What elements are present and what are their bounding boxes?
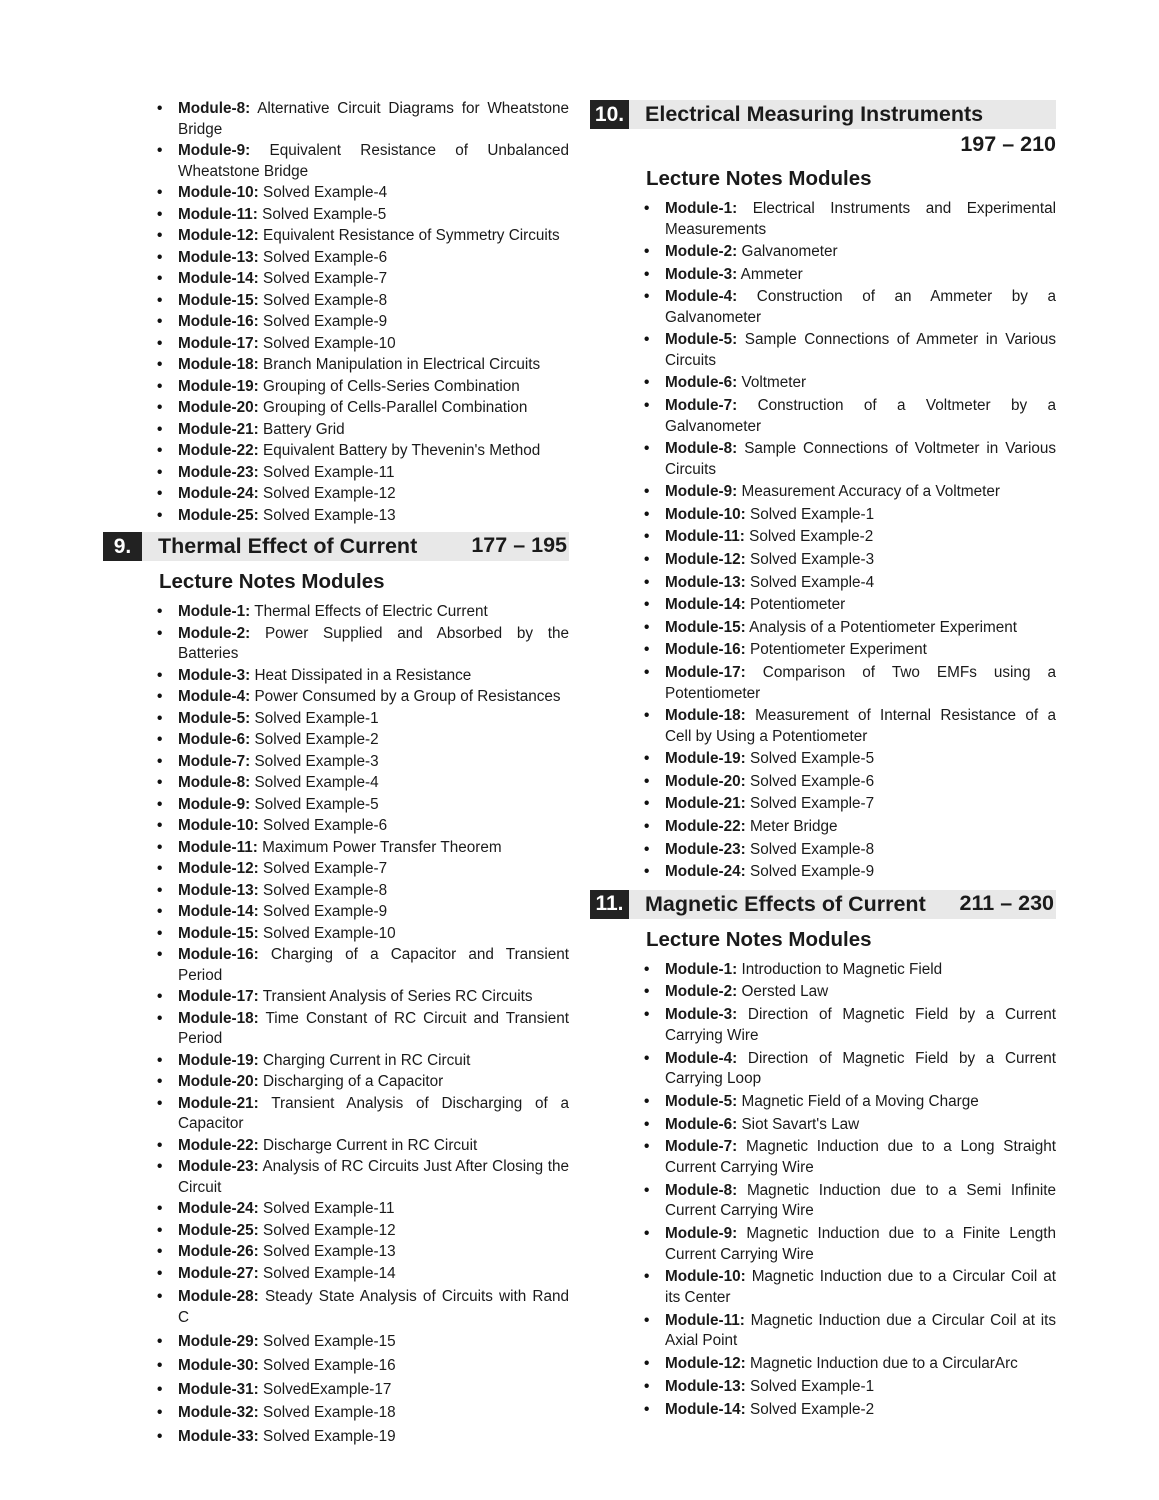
module-list-item	[178, 248, 569, 269]
module-title: Power Consumed by a Group of Resistances	[254, 688, 561, 705]
module-title: Construction of an Ammeter by a Galvanometer	[665, 288, 1057, 326]
module-list-item	[665, 817, 1056, 838]
module-number: Module-14:	[178, 903, 259, 920]
module-title: Magnetic Induction due to a Finite Length Current Carrying Wire	[665, 1225, 1056, 1263]
chapter-page-range: 177 – 195	[471, 533, 567, 557]
module-number: Module-33:	[178, 1428, 259, 1446]
module-list-item	[665, 1311, 1056, 1352]
module-number: Module-20:	[178, 1073, 259, 1090]
module-list-item	[665, 1400, 1056, 1421]
module-number: Module-1:	[665, 200, 738, 217]
module-number: Module-9:	[665, 483, 738, 501]
module-title: Direction of Magnetic Field by a Current Carrying Loop	[665, 1049, 1057, 1088]
module-list-item	[665, 960, 1056, 981]
module-title: Magnetic Induction due to a Semi Infinite Current Carrying Wire	[665, 1181, 1056, 1220]
module-number: Module-12:	[665, 551, 746, 569]
module-number: Module-25:	[178, 506, 259, 524]
module-list-item	[665, 595, 1056, 616]
module-number: Module-19:	[178, 1051, 259, 1069]
module-number: Module-15:	[178, 924, 259, 942]
module-number: Module-29:	[178, 1332, 259, 1350]
module-number: Module-11:	[665, 528, 745, 546]
module-list-item	[178, 773, 569, 794]
module-title: Meter Bridge	[750, 817, 838, 835]
module-number: Module-5:	[665, 331, 738, 349]
module-list-item	[178, 291, 569, 312]
module-list-item	[665, 482, 1056, 503]
lecture-notes-heading: Lecture Notes Modules	[646, 927, 872, 951]
module-number: Module-24:	[178, 1200, 259, 1217]
module-title: Solved Example-6	[263, 248, 388, 266]
module-number: Module-2:	[178, 624, 251, 642]
module-number: Module-21:	[665, 795, 746, 813]
module-title: Electrical Instruments and Experimental Measurements	[665, 200, 1056, 238]
module-number: Module-24:	[665, 863, 746, 881]
module-list-item	[665, 663, 1056, 704]
module-list-item	[178, 484, 569, 505]
module-title: Equivalent Battery by Thevenin's Method	[263, 442, 541, 459]
module-list-item	[665, 1049, 1056, 1090]
module-title: Discharge Current in RC Circuit	[263, 1136, 478, 1154]
module-title: Solved Example-13	[263, 506, 396, 524]
module-list-item	[665, 199, 1056, 240]
module-number: Module-10:	[178, 817, 259, 834]
module-list-item	[665, 1224, 1056, 1265]
module-number: Module-3:	[178, 666, 251, 684]
module-list-item	[178, 752, 569, 773]
module-title: Alternative Circuit Diagrams for Wheatstone Bridge	[178, 100, 569, 138]
module-list-item	[178, 730, 569, 751]
module-title: Maximum Power Transfer Theorem	[262, 838, 502, 856]
module-title: Solved Example-2	[750, 1400, 875, 1418]
module-list-item	[178, 902, 569, 923]
module-list-item	[178, 312, 569, 333]
chapter-title: Electrical Measuring Instruments	[645, 102, 984, 126]
module-title: Solved Example-13	[263, 1243, 396, 1260]
module-title: Thermal Effects of Electric Current	[254, 603, 488, 620]
module-title: Solved Example-8	[750, 840, 875, 858]
module-title: Time Constant of RC Circuit and Transient Period	[178, 1009, 569, 1047]
module-number: Module-11:	[665, 1311, 745, 1329]
module-list-item	[665, 573, 1056, 594]
module-title: Ammeter	[740, 265, 803, 283]
module-number: Module-22:	[178, 442, 259, 459]
module-title: Solved Example-14	[263, 1264, 396, 1282]
module-title: Solved Example-5	[750, 750, 875, 768]
module-title: Solved Example-8	[263, 881, 388, 899]
chapter-11-module-list	[590, 960, 1056, 1420]
module-list-item	[665, 1267, 1056, 1308]
module-title: Solved Example-7	[263, 860, 388, 877]
module-title: Heat Dissipated in a Resistance	[254, 666, 472, 684]
module-title: Solved Example-1	[254, 709, 379, 727]
chapter-9-header	[103, 532, 569, 561]
module-list-item	[178, 420, 569, 441]
module-list-item	[178, 602, 569, 623]
module-title: Solved Example-3	[254, 752, 379, 770]
module-title: Solved Example-5	[254, 795, 379, 813]
module-list-item	[178, 666, 569, 687]
module-number: Module-4:	[665, 1049, 738, 1067]
module-title: Solved Example-2	[254, 731, 379, 748]
module-list-item	[178, 1199, 569, 1220]
module-title: Equivalent Resistance of Symmetry Circuits	[263, 227, 560, 244]
module-list-item	[178, 463, 569, 484]
right-column	[590, 99, 1056, 1422]
chapter-page-range: 211 – 230	[959, 890, 1054, 915]
module-title: Battery Grid	[263, 420, 345, 438]
module-number: Module-14:	[665, 596, 746, 614]
module-number: Module-8:	[178, 774, 251, 791]
module-list-item	[665, 1005, 1056, 1046]
module-title: Voltmeter	[741, 374, 807, 392]
module-title: Steady State Analysis of Circuits with Rand C	[178, 1288, 570, 1326]
module-list-item	[178, 269, 569, 290]
module-title: Solved Example-15	[263, 1332, 396, 1350]
module-number: Module-22:	[665, 817, 746, 835]
module-number: Module-12:	[178, 860, 259, 877]
chapter-number: 10.	[590, 100, 629, 129]
module-title: Siot Savart's Law	[741, 1115, 860, 1133]
module-title: Analysis of a Potentiometer Experiment	[749, 618, 1017, 636]
module-list-item	[178, 1264, 569, 1285]
module-number: Module-15:	[178, 291, 259, 309]
module-title: Measurement of Internal Resistance of a Cell by Using a Potentiometer	[665, 707, 1056, 745]
module-title: Galvanometer	[741, 243, 838, 261]
module-list-item	[178, 506, 569, 527]
chapter-8-continued-module-list	[103, 99, 569, 526]
module-number: Module-9:	[178, 795, 251, 813]
module-list-item	[178, 1157, 569, 1198]
module-title: Oersted Law	[741, 983, 829, 1001]
module-number: Module-4:	[665, 288, 738, 306]
module-title: Solved Example-4	[254, 774, 379, 791]
module-number: Module-13:	[665, 1377, 746, 1395]
module-number: Module-23:	[665, 840, 746, 858]
module-number: Module-28:	[178, 1288, 259, 1306]
module-list-item	[178, 795, 569, 816]
module-number: Module-7:	[178, 752, 251, 770]
module-title: Solved Example-7	[263, 270, 388, 287]
module-list-item	[665, 640, 1056, 661]
module-number: Module-16:	[178, 946, 259, 963]
module-list-item	[178, 1356, 569, 1377]
module-list-item	[665, 1354, 1056, 1375]
module-list-item	[665, 794, 1056, 815]
module-list-item	[665, 749, 1056, 770]
module-number: Module-17:	[178, 988, 259, 1005]
module-list-item	[178, 226, 569, 247]
module-number: Module-13:	[665, 573, 746, 591]
module-list-item	[665, 550, 1056, 571]
module-number: Module-21:	[178, 1094, 259, 1112]
module-number: Module-13:	[178, 881, 259, 899]
module-list-item	[178, 945, 569, 986]
chapter-10-header	[590, 100, 1056, 129]
module-title: Branch Manipulation in Electrical Circuits	[263, 356, 541, 373]
module-title: Direction of Magnetic Field by a Current Carrying Wire	[665, 1006, 1057, 1044]
module-title: SolvedExample-17	[263, 1380, 392, 1398]
module-number: Module-13:	[178, 248, 259, 266]
module-list-item	[178, 205, 569, 226]
module-list-item	[178, 859, 569, 880]
module-list-item	[665, 982, 1056, 1003]
module-list-item	[665, 242, 1056, 263]
module-title: Grouping of Cells-Parallel Combination	[263, 399, 528, 416]
module-title: Equivalent Resistance of Unbalanced Wheatstone Bridge	[178, 142, 569, 180]
module-title: Magnetic Induction due to a Long Straight Current Carrying Wire	[665, 1138, 1057, 1176]
module-list-item	[178, 1427, 569, 1448]
module-number: Module-25:	[178, 1221, 259, 1239]
module-number: Module-1:	[178, 603, 251, 620]
module-title: Solved Example-6	[750, 772, 875, 790]
chapter-title: Magnetic Effects of Current	[645, 891, 926, 916]
module-list-item	[178, 709, 569, 730]
module-title: Solved Example-6	[263, 817, 388, 834]
module-title: Comparison of Two EMFs using a Potentiometer	[665, 664, 1056, 702]
module-list-item	[178, 1380, 569, 1401]
module-number: Module-12:	[665, 1354, 746, 1372]
module-list-item	[665, 1092, 1056, 1113]
module-list-item	[665, 396, 1056, 437]
module-title: Solved Example-1	[750, 505, 875, 523]
module-number: Module-12:	[178, 227, 259, 244]
module-title: Magnetic Field of a Moving Charge	[741, 1092, 979, 1110]
module-title: Grouping of Cells-Series Combination	[263, 377, 520, 395]
module-list-item	[178, 183, 569, 204]
module-list-item	[178, 838, 569, 859]
module-list-item	[665, 527, 1056, 548]
module-number: Module-6:	[665, 374, 738, 392]
module-number: Module-19:	[178, 377, 259, 395]
module-number: Module-18:	[665, 707, 746, 725]
module-list-item	[178, 1051, 569, 1072]
left-column	[103, 99, 569, 1451]
module-title: Solved Example-18	[263, 1404, 396, 1422]
module-number: Module-27:	[178, 1264, 259, 1282]
module-list-item	[178, 816, 569, 837]
module-number: Module-10:	[665, 505, 746, 523]
chapter-title: Thermal Effect of Current	[158, 534, 418, 558]
module-title: Measurement Accuracy of a Voltmeter	[741, 483, 1000, 501]
module-list-item	[178, 1242, 569, 1263]
module-title: Solved Example-11	[263, 463, 395, 481]
module-list-item	[665, 706, 1056, 747]
module-list-item	[665, 1115, 1056, 1136]
module-title: Solved Example-12	[263, 1221, 396, 1239]
module-title: Solved Example-16	[263, 1356, 396, 1374]
module-list-item	[665, 618, 1056, 639]
module-number: Module-16:	[178, 313, 259, 330]
module-title: Charging Current in RC Circuit	[263, 1051, 471, 1069]
module-number: Module-11:	[178, 205, 258, 223]
module-list-item	[665, 439, 1056, 480]
module-number: Module-10:	[665, 1268, 746, 1286]
module-number: Module-18:	[178, 1009, 259, 1027]
module-list-item	[178, 1403, 569, 1424]
module-title: Solved Example-10	[263, 334, 396, 352]
module-list-item	[665, 862, 1056, 883]
module-list-item	[178, 1332, 569, 1353]
module-number: Module-24:	[178, 485, 259, 502]
module-title: Solved Example-19	[263, 1428, 396, 1446]
module-list-item	[665, 287, 1056, 328]
module-list-item	[178, 355, 569, 376]
module-title: Solved Example-5	[262, 205, 387, 223]
lecture-notes-heading: Lecture Notes Modules	[646, 167, 872, 190]
module-number: Module-20:	[665, 772, 746, 790]
module-list-item	[178, 1072, 569, 1093]
module-list-item	[178, 624, 569, 665]
module-title: Solved Example-9	[263, 903, 388, 920]
module-list-item	[665, 772, 1056, 793]
module-number: Module-22:	[178, 1136, 259, 1154]
module-list-item	[178, 1009, 569, 1050]
module-title: Construction of a Voltmeter by a Galvanometer	[665, 397, 1056, 435]
module-title: Solved Example-9	[750, 863, 875, 881]
module-number: Module-15:	[665, 618, 746, 636]
module-title: Magnetic Induction due to a Circular Coil at its Center	[665, 1268, 1056, 1306]
module-number: Module-30:	[178, 1356, 259, 1374]
module-number: Module-1:	[665, 960, 738, 978]
module-number: Module-14:	[178, 270, 259, 287]
module-title: Magnetic Induction due to a CircularArc	[750, 1354, 1018, 1372]
module-number: Module-8:	[665, 440, 738, 458]
module-number: Module-2:	[665, 243, 738, 261]
module-title: Solved Example-11	[263, 1200, 395, 1217]
module-list-item	[178, 377, 569, 398]
module-list-item	[665, 373, 1056, 394]
module-title: Solved Example-1	[750, 1377, 875, 1395]
module-title: Solved Example-4	[750, 573, 875, 591]
module-title: Solved Example-12	[263, 485, 396, 502]
module-list-item	[178, 1136, 569, 1157]
module-number: Module-21:	[178, 420, 259, 438]
module-number: Module-3:	[665, 1006, 738, 1024]
module-title: Solved Example-10	[263, 924, 396, 942]
module-title: Solved Example-4	[263, 184, 388, 201]
module-list-item	[178, 99, 569, 140]
chapter-page-range: 197 – 210	[960, 132, 1056, 156]
module-number: Module-9:	[178, 142, 251, 159]
module-title: Potentiometer Experiment	[750, 641, 927, 659]
module-title: Solved Example-7	[750, 795, 875, 813]
module-number: Module-8:	[665, 1181, 738, 1199]
module-number: Module-5:	[178, 709, 251, 727]
module-title: Sample Connections of Voltmeter in Various Circuits	[665, 440, 1057, 478]
module-number: Module-2:	[665, 983, 738, 1001]
module-list-item	[665, 1377, 1056, 1398]
module-title: Solved Example-2	[749, 528, 874, 546]
lecture-notes-heading: Lecture Notes Modules	[159, 570, 385, 593]
module-number: Module-5:	[665, 1092, 738, 1110]
module-list-item	[178, 334, 569, 355]
module-list-item	[665, 505, 1056, 526]
module-list-item	[665, 840, 1056, 861]
module-number: Module-26:	[178, 1243, 259, 1260]
module-title: Analysis of RC Circuits Just After Closing the Circuit	[178, 1158, 569, 1196]
module-list-item	[178, 398, 569, 419]
module-list-item	[178, 141, 569, 182]
module-title: Potentiometer	[750, 596, 846, 614]
module-title: Introduction to Magnetic Field	[741, 960, 943, 978]
module-number: Module-18:	[178, 356, 259, 373]
module-title: Charging of a Capacitor and Transient Period	[178, 946, 569, 984]
chapter-9-module-list	[103, 602, 569, 1448]
chapter-number: 9.	[103, 532, 142, 561]
module-title: Magnetic Induction due a Circular Coil at its Axial Point	[665, 1311, 1056, 1350]
module-list-item	[665, 1181, 1056, 1222]
module-number: Module-23:	[178, 1158, 259, 1175]
module-title: Solved Example-9	[263, 313, 388, 330]
chapter-number: 11.	[590, 890, 629, 919]
module-number: Module-10:	[178, 184, 259, 201]
module-number: Module-6:	[665, 1115, 738, 1133]
module-title: Power Supplied and Absorbed by the Batteries	[178, 624, 569, 662]
module-number: Module-19:	[665, 750, 746, 768]
module-number: Module-17:	[178, 334, 259, 352]
module-number: Module-4:	[178, 688, 251, 705]
module-number: Module-32:	[178, 1404, 259, 1422]
chapter-11-header	[590, 890, 1056, 919]
module-number: Module-14:	[665, 1400, 746, 1418]
chapter-10-module-list	[590, 199, 1056, 883]
module-title: Sample Connections of Ammeter in Various Circuits	[665, 331, 1057, 369]
module-number: Module-11:	[178, 838, 258, 856]
module-list-item	[665, 330, 1056, 371]
module-number: Module-31:	[178, 1380, 259, 1398]
module-number: Module-17:	[665, 664, 746, 681]
module-list-item	[665, 1137, 1056, 1178]
module-title: Solved Example-8	[263, 291, 388, 309]
module-number: Module-8:	[178, 100, 251, 117]
module-list-item	[178, 881, 569, 902]
module-title: Solved Example-3	[750, 551, 875, 569]
module-list-item	[178, 1287, 569, 1328]
module-list-item	[665, 265, 1056, 286]
module-number: Module-6:	[178, 731, 251, 748]
module-list-item	[178, 1221, 569, 1242]
module-list-item	[178, 987, 569, 1008]
module-list-item	[178, 441, 569, 462]
module-number: Module-20:	[178, 399, 259, 416]
module-title: Transient Analysis of Discharging of a Capacitor	[178, 1094, 569, 1132]
module-number: Module-7:	[665, 1138, 738, 1156]
module-number: Module-3:	[665, 265, 738, 283]
module-number: Module-9:	[665, 1225, 738, 1243]
module-list-item	[178, 687, 569, 708]
module-number: Module-23:	[178, 463, 259, 481]
module-number: Module-7:	[665, 397, 738, 415]
module-title: Discharging of a Capacitor	[263, 1073, 444, 1090]
module-list-item	[178, 1094, 569, 1135]
module-number: Module-16:	[665, 641, 746, 659]
module-title: Transient Analysis of Series RC Circuits	[262, 988, 533, 1005]
module-list-item	[178, 924, 569, 945]
